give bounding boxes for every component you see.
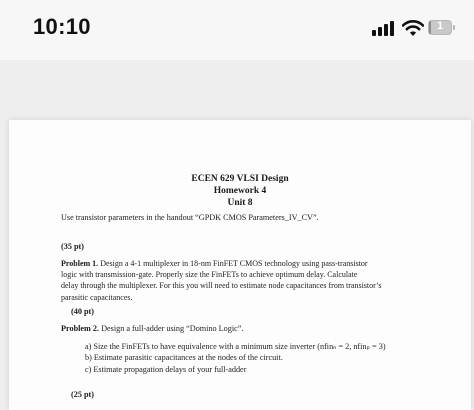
problem2-label: Problem 2. xyxy=(61,324,100,333)
homework-title: Homework 4 xyxy=(213,186,267,196)
wifi-icon xyxy=(402,19,424,37)
problem3-points: (25 pt) xyxy=(71,390,94,399)
homework-page xyxy=(9,120,471,410)
battery-tip xyxy=(453,25,455,30)
problem2-list xyxy=(85,341,386,375)
list-item: a) Size the FinFETs to have equivalence with a minimum size inverter (nfinₙ = 2, nfinₚ = 3) xyxy=(85,342,386,351)
problem1-line: parasitic capacitances. xyxy=(61,292,133,302)
problem1-points: (35 pt) xyxy=(61,242,84,251)
problem2-text xyxy=(61,323,243,335)
list-item: b) Estimate parasitic capacitances at the nodes of the circuit. xyxy=(85,353,283,363)
signal-icon xyxy=(372,20,398,36)
problem1-line: delay through the multiplexer. For this you will need to estimate node capacitances from transistor’s xyxy=(61,281,382,291)
document-header xyxy=(9,173,471,209)
problem1-line: Design a 4-1 multiplexer in 18-nm FinFET CMOS technology using pass-transistor xyxy=(98,259,368,268)
problem2-description: Design a full-adder using “Domino Logic”. xyxy=(99,324,244,333)
list-item: c) Estimate propagation delays of your full-adder xyxy=(85,364,247,374)
problem1-label: Problem 1. xyxy=(61,259,99,268)
problem1-text xyxy=(61,258,421,303)
battery-percentage: 1 xyxy=(436,20,444,32)
unit-label: Unit 8 xyxy=(227,198,253,208)
intro-text: Use transistor parameters in the handout “GPDK CMOS Parameters_IV_CV”. xyxy=(61,213,319,222)
status-time: 10:10 xyxy=(33,14,91,39)
problem2-points: (40 pt) xyxy=(71,307,94,316)
status-bar xyxy=(0,0,474,60)
course-title: ECEN 629 VLSI Design xyxy=(191,174,289,184)
battery-icon xyxy=(428,20,452,35)
problem1-line: logic with transmission-gate. Properly size the FinFETs to achieve optimum delay. Calculate xyxy=(61,270,358,280)
